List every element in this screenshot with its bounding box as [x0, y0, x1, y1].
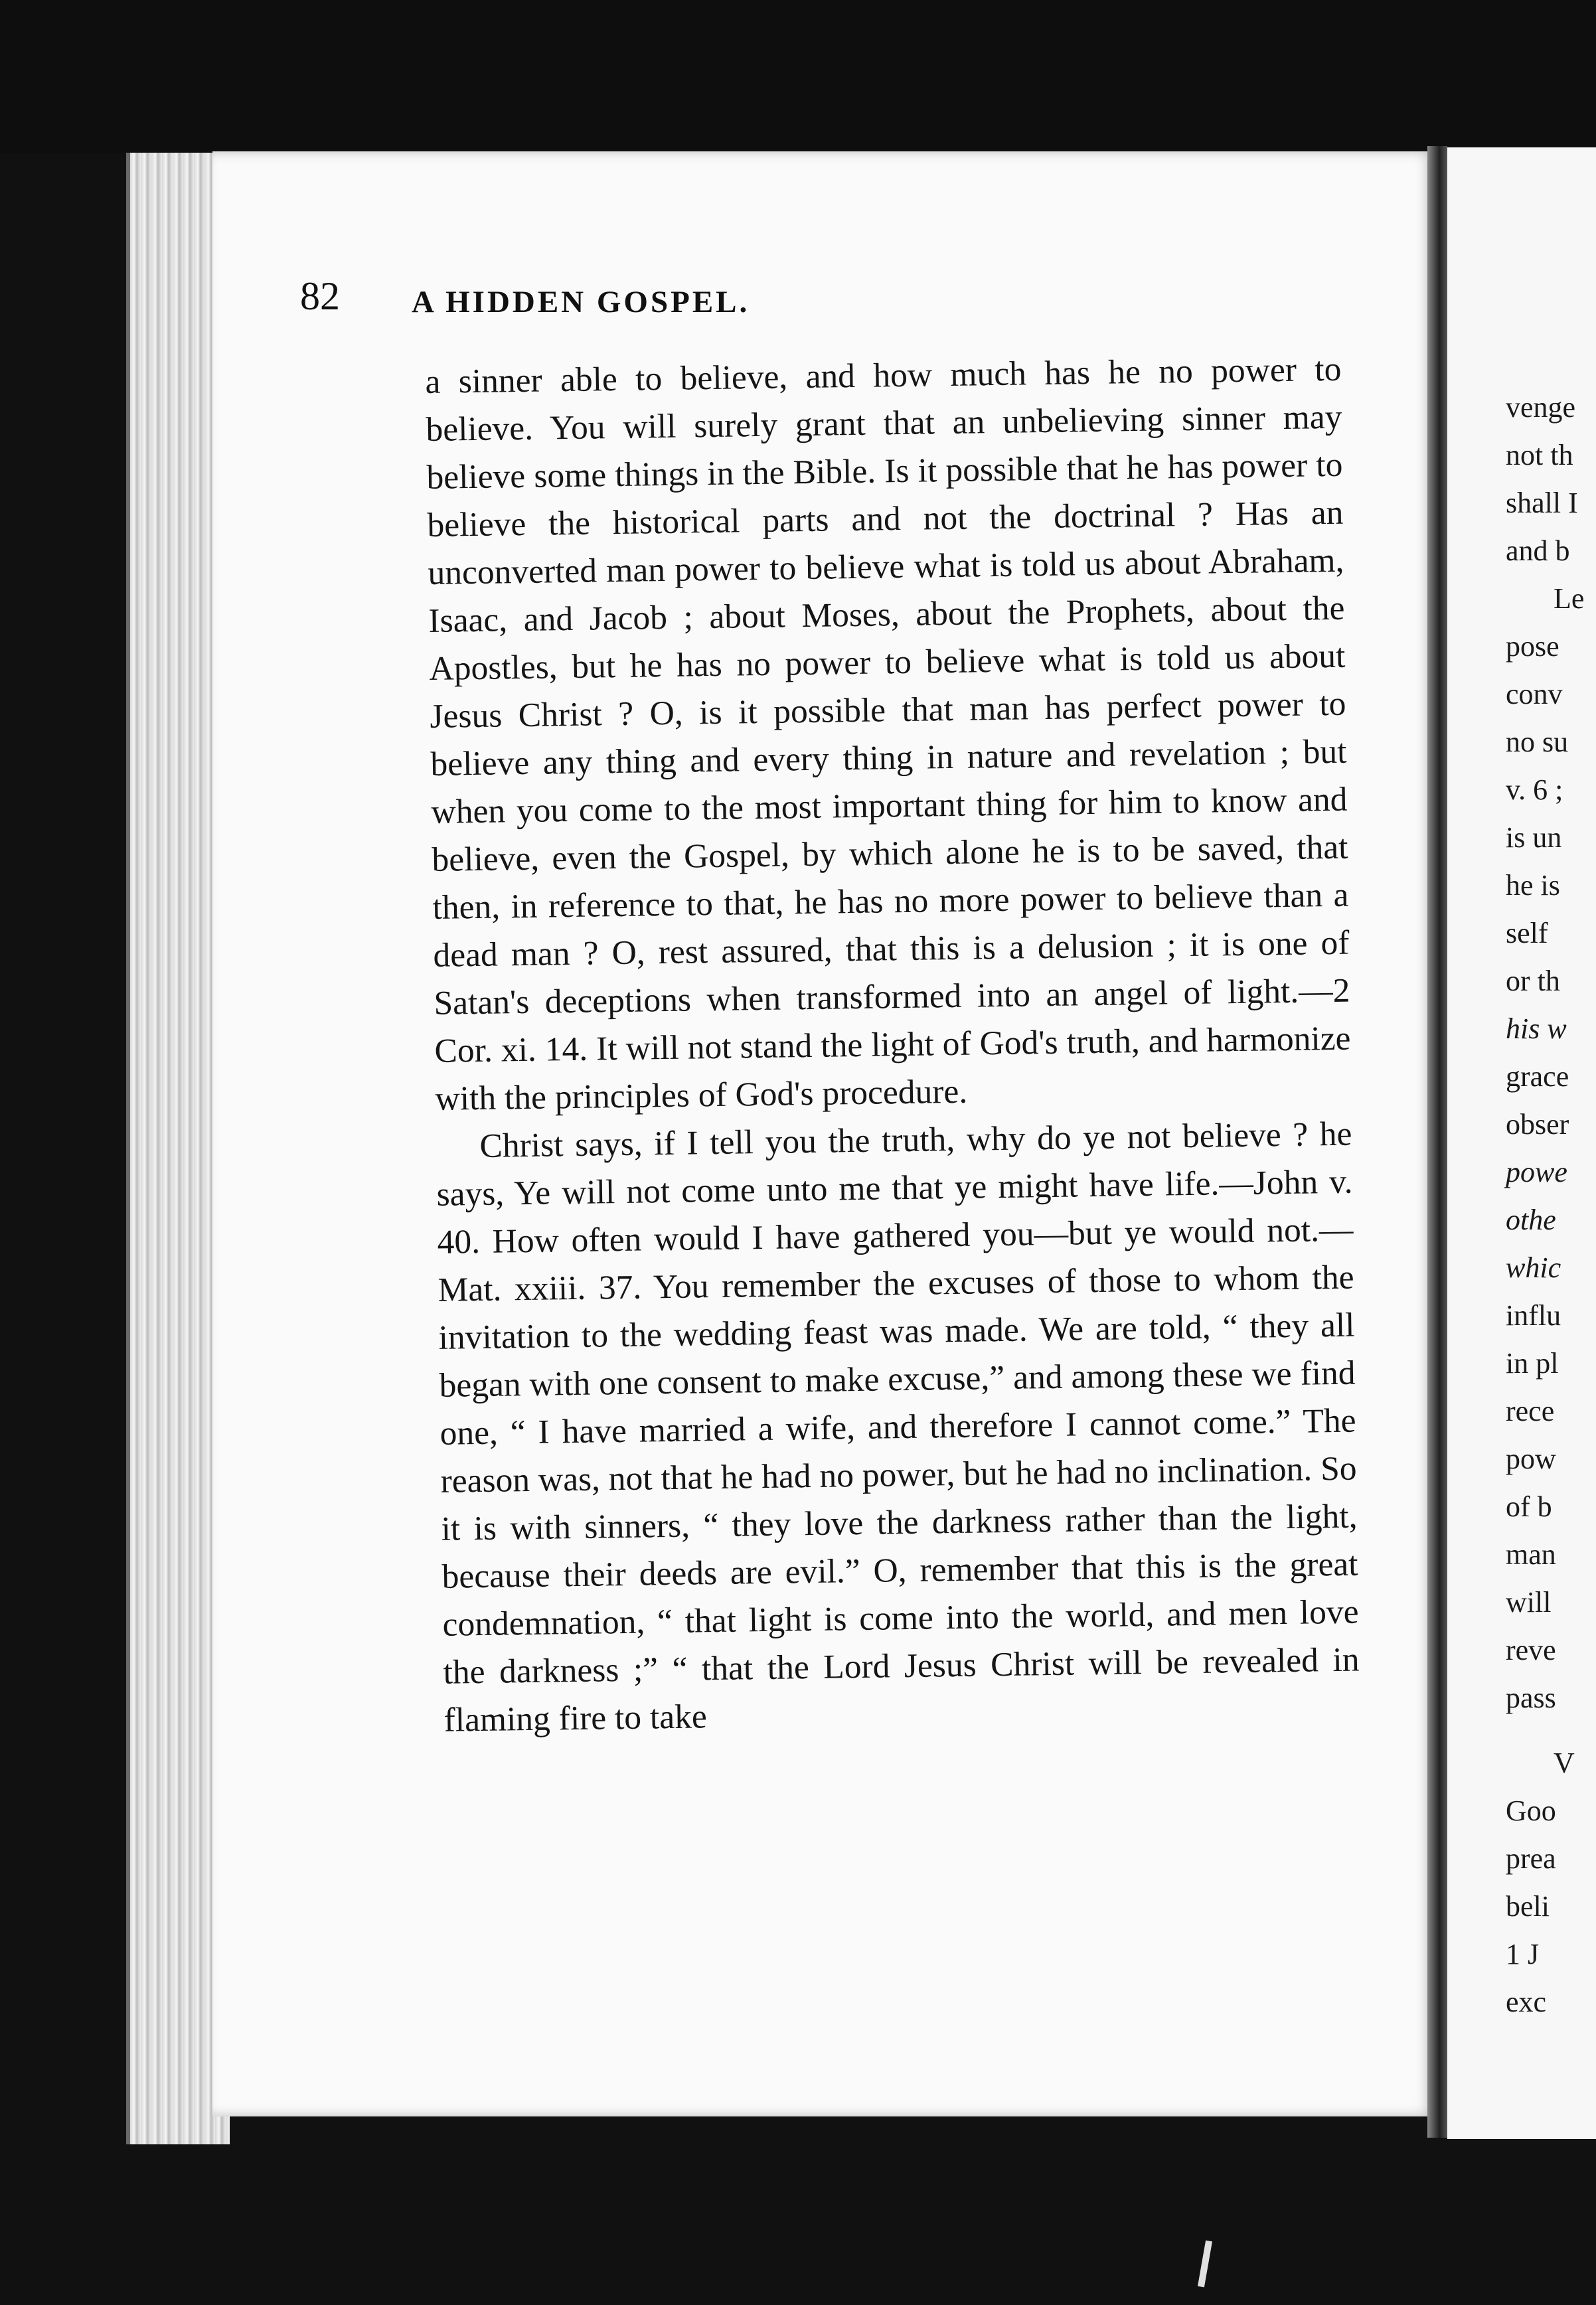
book-gutter [1427, 146, 1447, 2138]
right-page-line: in pl [1506, 1347, 1559, 1380]
right-page-line: is un [1506, 821, 1562, 854]
right-page-line: beli [1506, 1890, 1550, 1923]
right-page-line: exc [1506, 1986, 1547, 2018]
right-page-line: powe [1506, 1156, 1567, 1188]
right-page-line: grace [1506, 1060, 1569, 1093]
paragraph-1: a sinner able to believe, and how much has he no power to believe. You will surely grant that an unbelieving sinner may believe some things in the Bible. Is it possible that he has power to believe the historical parts and not the doctrinal ? Has an unconverted man power to believe what is told us about Abraham, Isaac, and Jacob ; about Moses, about the Prophets, about the Apostles, but he has no power to believe what is told us about Jesus Christ ? O, is it possible that man has perfect power to believe any thing and every thing in nature and revelation ; but when you come to the most important thing for him to know and believe, even the Gospel, by which alone he is to be saved, that then, in reference to that, he has no more power to believe than a dead man ? O, rest assured, that this is a delusion ; it is one of Satan's deceptions when transformed into an angel of light.—2 Cor. xi. 14. It will not stand the light of God's truth, and harmonize with the principles of God's procedure. [425, 350, 1351, 1118]
page-number: 82 [300, 274, 340, 318]
right-page-line: othe [1506, 1204, 1556, 1236]
right-page-line: conv [1506, 678, 1563, 710]
right-page-line: pass [1506, 1682, 1556, 1714]
right-page-line: and b [1506, 534, 1570, 567]
right-page-line: will [1506, 1586, 1552, 1619]
right-page-line: reve [1506, 1634, 1556, 1666]
scan-background [0, 0, 1596, 153]
right-page-line: pow [1506, 1443, 1556, 1475]
right-page-line: Le [1554, 582, 1585, 615]
body-text [425, 346, 1360, 1745]
right-page-line: whic [1506, 1251, 1561, 1284]
right-page-line: of b [1506, 1490, 1552, 1523]
right-page-line: obser [1506, 1108, 1569, 1141]
right-page-line: no su [1506, 726, 1569, 758]
right-page-line: venge [1506, 391, 1576, 424]
right-page-line: V [1554, 1747, 1575, 1779]
right-page-line: he is [1506, 869, 1560, 902]
right-page-line: 1 J [1506, 1938, 1540, 1970]
paragraph-2: Christ says, if I tell you the truth, why do ye not believe ? he says, Ye will not come unto me that ye might have life.—John v. 40. How often would I have gathered you—but ye would not.—Mat. xxiii. 37. You remember the excuses of those to whom the invitation to the wedding feast was made. We are told, “ they all began with one consent to make excuse,” and among these we find one, “ I have married a wife, and therefore I cannot come.” The reason was, not that he had no power, but he had no inclination. So it is with sinners, “ they love the darkness rather than the light, because their deeds are evil.” O, remember that this is the great condemnation, “ that light is come into the world, and men love the darkness ;” “ that the Lord Jesus Christ will be revealed in flaming fire to take [436, 1115, 1360, 1739]
right-page-line: influ [1506, 1299, 1561, 1332]
running-head: A HIDDEN GOSPEL. [412, 285, 750, 319]
right-page-line: Goo [1506, 1794, 1556, 1827]
right-page-line: not th [1506, 439, 1573, 471]
right-page-line: his w [1506, 1012, 1567, 1045]
right-page-line: v. 6 ; [1506, 773, 1563, 806]
right-page-line: pose [1506, 630, 1559, 663]
right-page-line: man [1506, 1538, 1556, 1571]
right-page-line: rece [1506, 1395, 1555, 1427]
right-page-line: shall I [1506, 487, 1578, 519]
right-page-line: or th [1506, 965, 1560, 997]
right-page-line: prea [1506, 1842, 1556, 1875]
scan-artifact [1198, 2241, 1212, 2288]
right-page-line: self [1506, 917, 1548, 949]
